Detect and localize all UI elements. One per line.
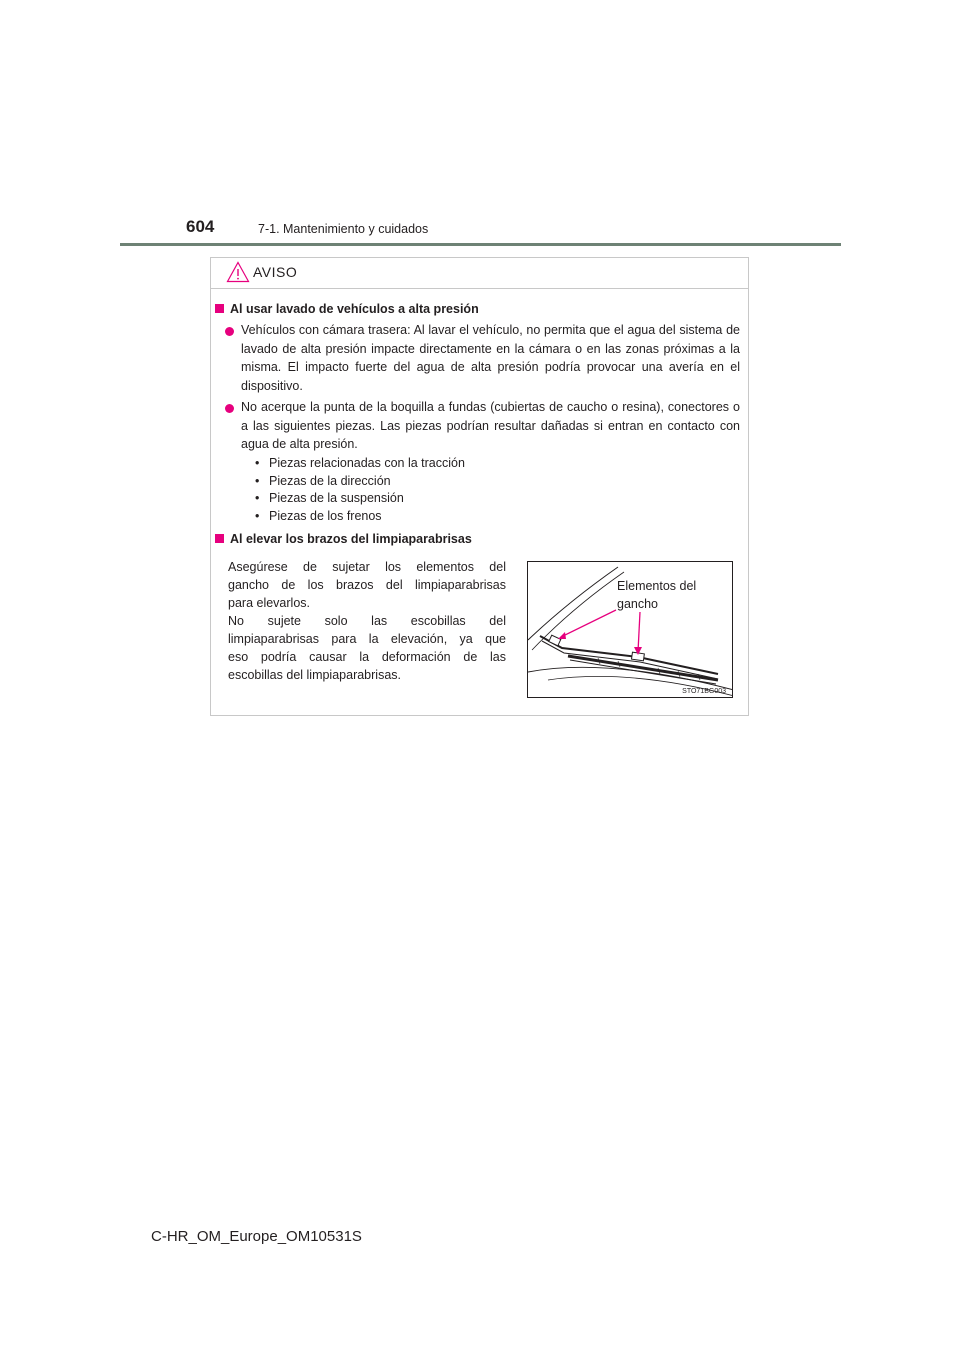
warning-box	[210, 257, 749, 716]
round-bullet-icon	[225, 404, 234, 413]
heading-text: Al usar lavado de vehículos a alta presión	[230, 302, 479, 316]
callout-line: Elementos del	[617, 579, 697, 593]
page-number: 604	[186, 217, 215, 236]
list-item: • Piezas de la dirección	[255, 473, 391, 488]
paragraph-line: eso podría causar la deformación de las	[228, 650, 506, 664]
list-item-text: Piezas de la suspensión	[269, 491, 404, 505]
round-bullet-icon	[225, 327, 234, 336]
header-rule	[120, 243, 841, 246]
warning-label: AVISO	[253, 264, 298, 280]
bullet-nozzle: No acerque la punta de la boquilla a fundas (cubiertas de caucho o resina), conectores o a las siguientes piezas. Las piezas podrían resultar dañadas si entran en contacto con agua de alta presión.	[241, 400, 740, 451]
section-heading-high-pressure	[215, 300, 479, 318]
bullet-camera: Vehículos con cámara trasera: Al lavar el vehículo, no permita que el agua del sistema de lavado de alta presión impacte directamente en la cámara o en las zonas próximas a la misma. El impacto fuerte del agua de alta presión podría provocar una avería en el dispositivo.	[241, 323, 740, 393]
paragraph-line: escobillas del limpiaparabrisas.	[228, 668, 401, 682]
list-item-text: Piezas de los frenos	[269, 508, 382, 523]
wiper-instructions	[228, 558, 506, 684]
paragraph-line: limpiaparabrisas para la elevación, ya que	[228, 632, 506, 646]
wiper-arm-illustration	[527, 561, 733, 698]
list-item: • Piezas relacionadas con la tracción	[255, 456, 465, 470]
figure-code: STO71BG003	[682, 688, 726, 695]
section-heading-wiper-arms	[215, 530, 472, 548]
list-item-text: Piezas relacionadas con la tracción	[269, 456, 465, 470]
footer-document-id: C-HR_OM_Europe_OM10531S	[151, 1228, 362, 1245]
paragraph-line: gancho de los brazos del limpiaparabrisas	[228, 578, 506, 592]
paragraph-line: No sujete solo las escobillas del	[228, 614, 506, 628]
list-item: • Piezas de la suspensión	[255, 491, 404, 505]
section-title: 7-1. Mantenimiento y cuidados	[258, 222, 429, 236]
callout-line: gancho	[617, 597, 659, 611]
figure-callout	[617, 577, 696, 613]
paragraph-line: Asegúrese de sujetar los elementos del	[228, 560, 506, 574]
square-bullet-icon	[215, 534, 224, 543]
warning-header	[211, 258, 748, 289]
heading-text: Al elevar los brazos del limpiaparabrisas	[230, 532, 472, 546]
list-item: • Piezas de los frenos	[255, 508, 382, 523]
list-item-text: Piezas de la dirección	[269, 473, 391, 488]
square-bullet-icon	[215, 304, 224, 313]
warning-triangle-icon	[226, 261, 250, 283]
paragraph-line: para elevarlos.	[228, 596, 310, 610]
warning-content	[211, 288, 748, 715]
